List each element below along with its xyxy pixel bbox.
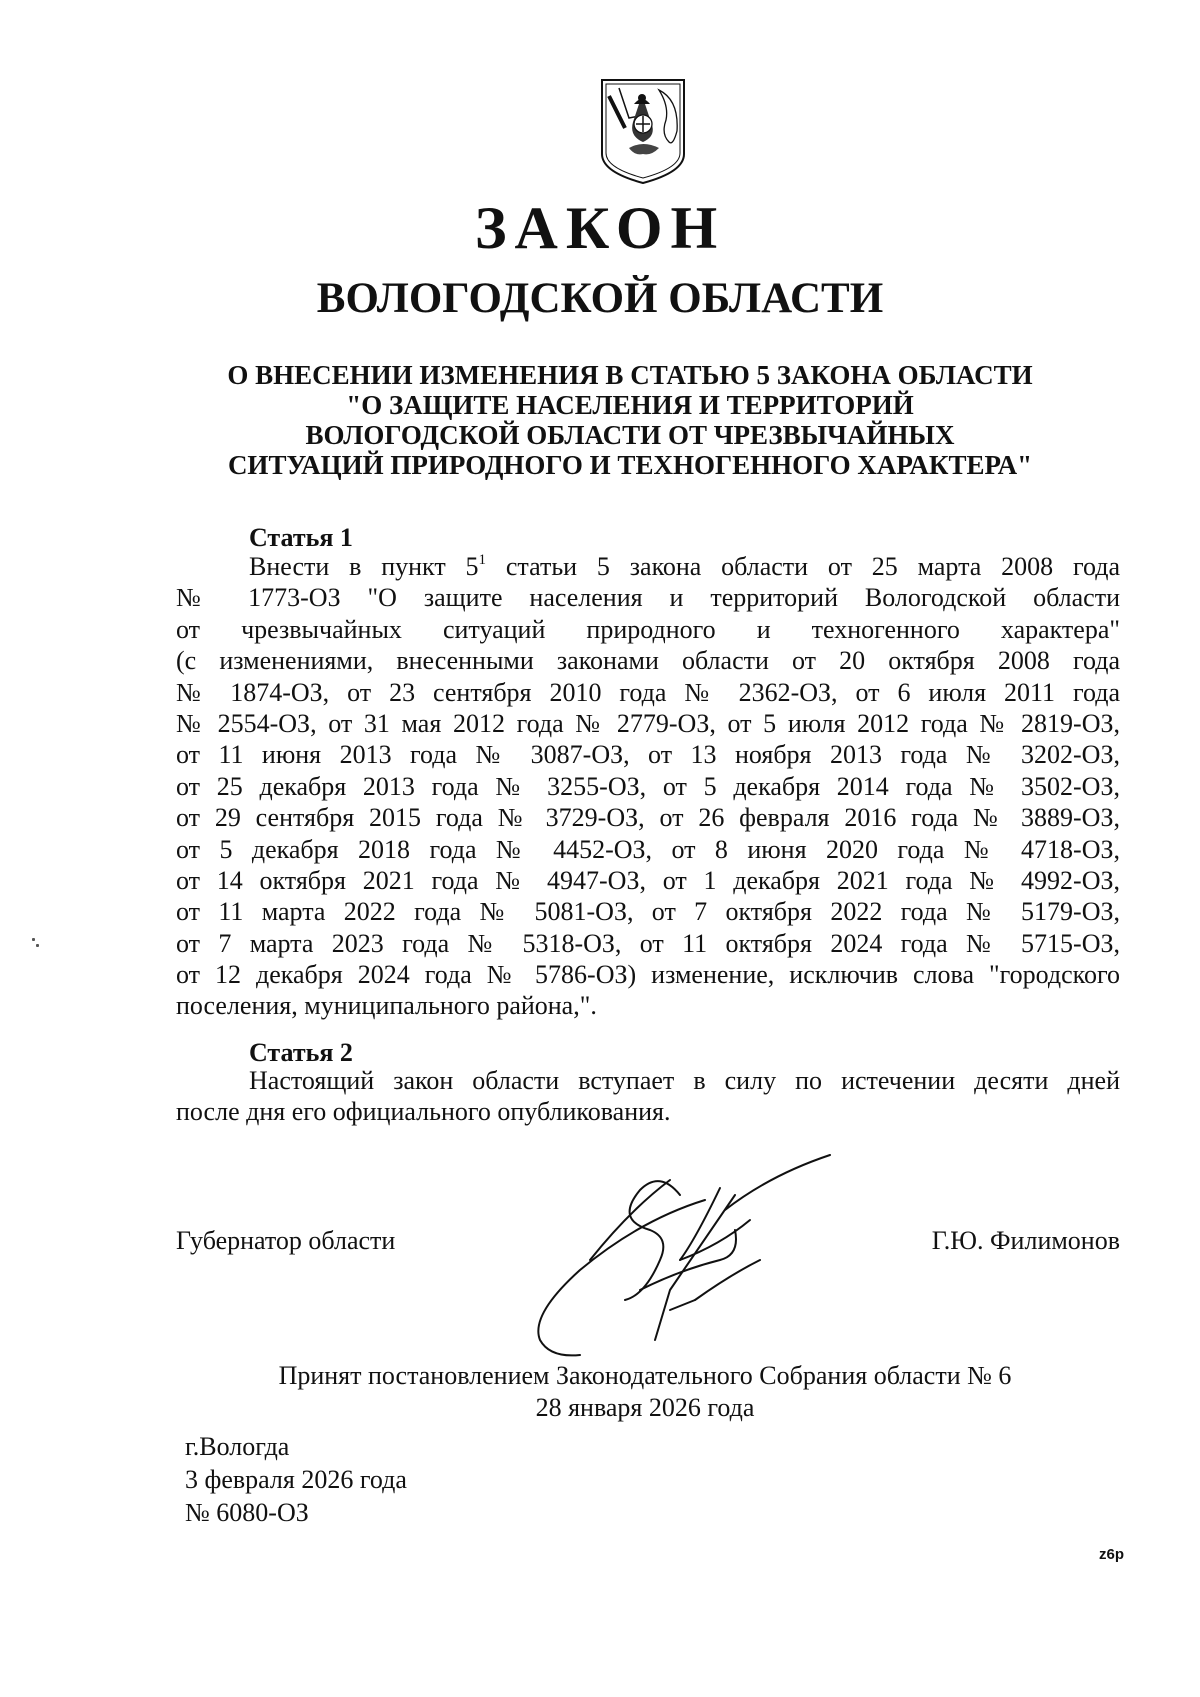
region-title: ВОЛОГОДСКОЙ ОБЛАСТИ — [316, 275, 884, 322]
article-1-line: поселения, муниципального района,". — [176, 991, 597, 1021]
article-2-body — [176, 1065, 1120, 1128]
signing-date: 3 февраля 2026 года — [185, 1465, 407, 1494]
article-1-line: от 12 декабря 2024 года № 5786-ОЗ) изменение, исключив слова "городского — [176, 960, 1120, 990]
signatory-position: Губернатор области — [176, 1226, 396, 1255]
handwritten-signature — [520, 1150, 850, 1360]
article-1-line: от чрезвычайных ситуаций природного и техногенного характера" — [176, 614, 1120, 644]
scan-speck — [32, 938, 35, 941]
city: г.Вологда — [185, 1432, 290, 1461]
subject-line: СИТУАЦИЙ ПРИРОДНОГО И ТЕХНОГЕННОГО ХАРАКТЕРА" — [227, 450, 1033, 480]
signatory-name: Г.Ю. Филимонов — [931, 1226, 1120, 1255]
article-1-line: от 14 октября 2021 года № 4947-ОЗ, от 1 декабря 2021 года № 4992-ОЗ, — [176, 865, 1120, 895]
footer-code: z6p — [1098, 1546, 1124, 1563]
subject-line: О ВНЕСЕНИИ ИЗМЕНЕНИЯ В СТАТЬЮ 5 ЗАКОНА ОБЛАСТИ — [227, 360, 1033, 390]
adoption-line: Принят постановлением Законодательного Собрания области № 6 — [278, 1361, 1012, 1390]
law-number: № 6080-ОЗ — [185, 1498, 309, 1527]
article-1-line: № 2554-ОЗ, от 31 мая 2012 года № 2779-ОЗ, от 5 июля 2012 года № 2819-ОЗ, — [176, 708, 1120, 738]
coat-of-arms-emblem — [599, 76, 687, 186]
article-1-line: Внести в пункт $5^1$ статьи 5 закона области от 25 марта 2008 года — [249, 552, 1120, 581]
subject-line: "О ЗАЩИТЕ НАСЕЛЕНИЯ И ТЕРРИТОРИЙ — [346, 390, 914, 420]
article-1-line: от 25 декабря 2013 года № 3255-ОЗ, от 5 декабря 2014 года № 3502-ОЗ, — [176, 771, 1120, 801]
document-title: ЗАКОН — [474, 195, 726, 261]
article-1-line: от 11 июня 2013 года № 3087-ОЗ, от 13 ноября 2013 года № 3202-ОЗ, — [176, 740, 1120, 770]
article-1-line: от 5 декабря 2018 года № 4452-ОЗ, от 8 июня 2020 года № 4718-ОЗ, — [176, 834, 1120, 864]
scan-speck — [36, 944, 39, 947]
article-2-line: после дня его официального опубликования. — [176, 1097, 671, 1127]
place-and-date — [185, 1430, 407, 1529]
subject-line: ВОЛОГОДСКОЙ ОБЛАСТИ ОТ ЧРЕЗВЫЧАЙНЫХ — [305, 420, 955, 450]
article-1-line: от 11 марта 2022 года № 5081-ОЗ, от 7 октября 2022 года № 5179-ОЗ, — [176, 897, 1120, 927]
adoption-note — [0, 1360, 1200, 1424]
article-1-body — [176, 551, 1120, 1022]
article-1-line: от 7 марта 2023 года № 5318-ОЗ, от 11 октября 2024 года № 5715-ОЗ, — [176, 928, 1120, 958]
article-2-line: Настоящий закон области вступает в силу по истечении десяти дней — [249, 1066, 1120, 1095]
law-subject — [180, 360, 1080, 480]
article-1-line: (с изменениями, внесенными законами области от 20 октября 2008 года — [176, 646, 1120, 676]
article-1-line: № 1773-ОЗ "О защите населения и территорий Вологодской области — [176, 583, 1120, 613]
article-1-heading: Статья 1 — [249, 523, 353, 552]
article-1-line: № 1874-ОЗ, от 23 сентября 2010 года № 2362-ОЗ, от 6 июля 2011 года — [176, 677, 1120, 707]
adoption-date: 28 января 2026 года — [535, 1393, 755, 1422]
superscript: 1 — [478, 552, 487, 568]
article-1-line: от 29 сентября 2015 года № 3729-ОЗ, от 26 февраля 2016 года № 3889-ОЗ, — [176, 803, 1120, 833]
article-2-heading: Статья 2 — [249, 1038, 353, 1067]
